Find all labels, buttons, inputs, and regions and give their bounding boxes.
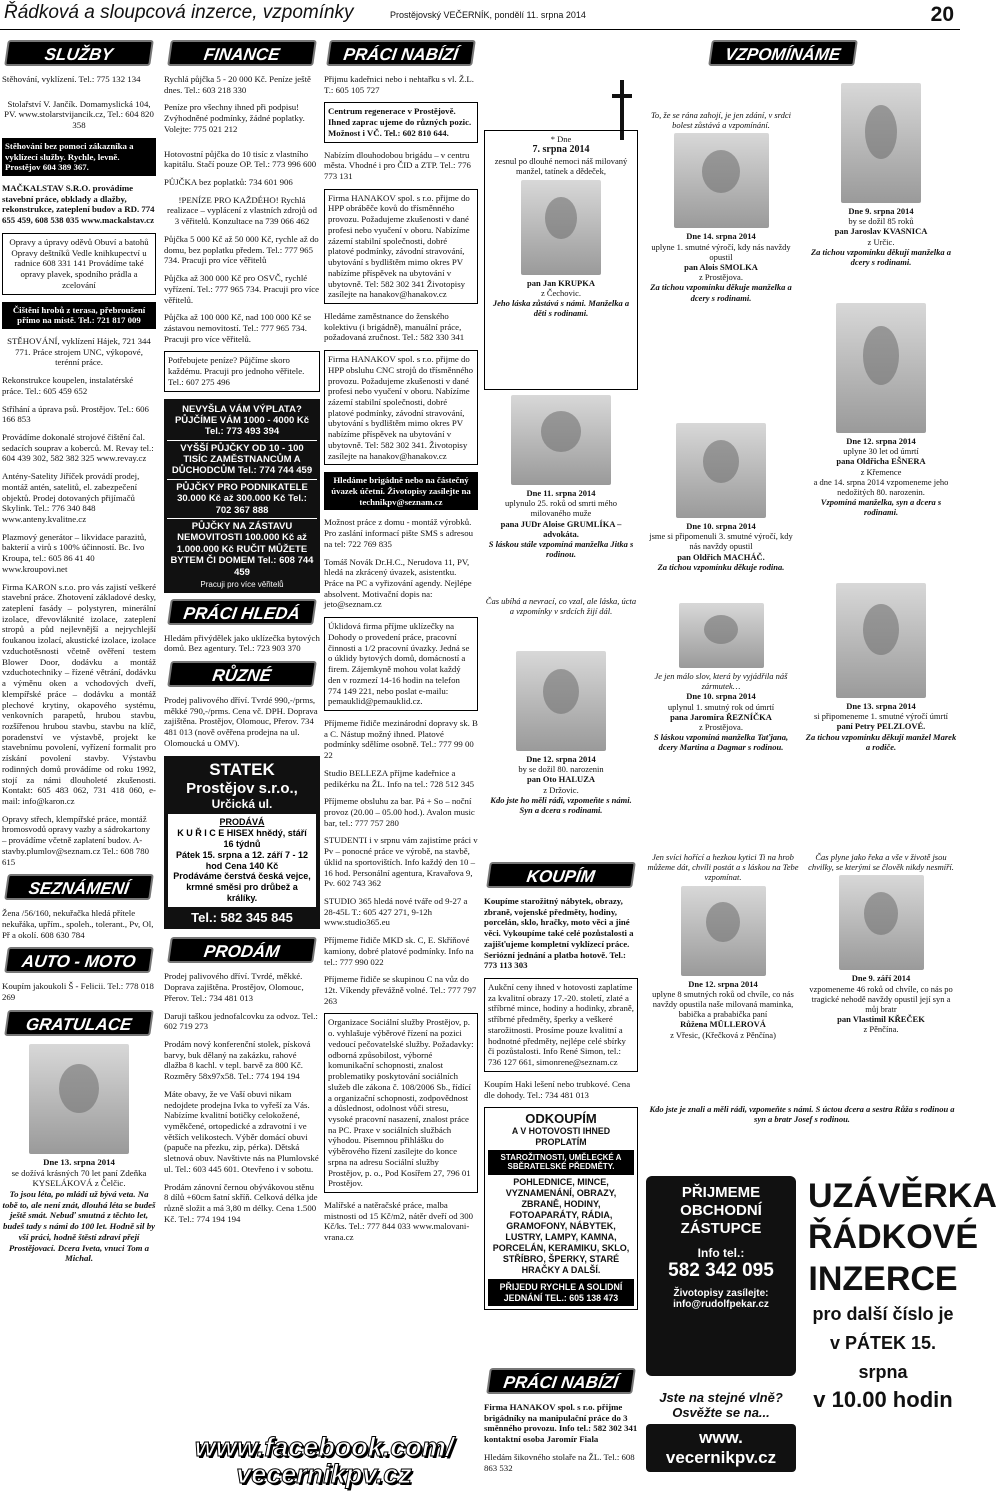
memorial-krupka (484, 130, 638, 390)
odkoupim-list: POHLEDNICE, MINCE, VYZNAMENÁNÍ, OBRAZY, ZBRANĚ, HODINY, FOTOAPARÁTY, RÁDIA, GRAMOFONY, NÁBYTEK, LUSTRY, LAMPY, KAMNA, PORCELÁN, KERAMIKU, SKLO, STŘÍBRO, ŠPERKY, STARÉ HRAČKY A DALŠÍ. (492, 1177, 630, 1275)
classified-ad: Příjmeme řidiče mezinárodní dopravy sk. B a C. Nástup možný ihned. Platové podmínky sdělíme osobně. Tel.: 777 99 00 22 (324, 717, 478, 761)
memorial-date: Dne 12. srpna 2014 (526, 754, 596, 764)
memorial-thanks: Vzpomíná manželka, syn a dcera s rodinami. (820, 497, 942, 518)
greeting-text: se dožívá krásných 70 let paní Zdeňka KYSELÁKOVÁ z Čelčic. (11, 1167, 147, 1189)
column-sluzby (2, 34, 156, 1494)
classified-ad: Opravy střech, klempířské práce, montáž hromosvodů opravy vazby a sádrokartony – provádíme včetně zaplatení budov. A-stavby.plumlov@seznam.cz Tel.: 608 780 615 (2, 813, 151, 867)
section-banner-gratulace: GRATULACE (4, 1010, 154, 1036)
section-banner-prace-nabizi: PRÁCI NABÍZÍ (326, 40, 476, 66)
classified-ad: Centrum regenerace v Prostějově. Ihned zaprac ujeme do různých pozic. Možnost i VČ. Tel.: 602 810 644. (324, 102, 478, 142)
memorial-verse: To, že se rána zahojí, je jen zdání, v srdci bolest zůstává a vzpomínání. (650, 110, 792, 131)
memorial-name: pan Jan KRUPKA (526, 277, 595, 288)
statek-dates: Pátek 15. srpna a 12. září 7 - 12 hod Cena 140 Kč (175, 849, 309, 871)
memorial-date: Dne 12. srpna 2014 (688, 978, 758, 989)
statek-sells: PRODÁVÁ (219, 816, 265, 827)
classified-ad: MAČKALSTAV S.R.O. provádíme stavební práce, obklady a dlažby, rekonstrukce, zateplení budov a RD. 774 655 459, 608 538 035 www.mackalstav.cz (2, 183, 155, 226)
memorial-date: Dne 12. srpna 2014 (846, 436, 916, 446)
classified-ad: Možnost práce z domu - montáž výrobků. Pro zaslání informací pište SMS s adresou na tel: 722 769 835 (324, 517, 474, 549)
memorial-text: si připomeneme 1. smutné výročí úmrtí (813, 711, 949, 722)
memorial-verse: Čas plyne jako řeka a vše v životě jsou chvilky, se kterými se člověk nikdy nesmíří. (808, 852, 954, 873)
classified-ad: Půjčka až 300 000 Kč pro OSVČ, rychlé vyřízení. Tel.: 777 965 734. Pracuji pro více věřitelů. (164, 273, 320, 305)
portrait-photo (841, 83, 921, 203)
classified-ad: Firma HANAKOV spol. s r.o. přijme do HPP obráběče kovů do třísměnného provozu. Požadujeme zkušenosti v dané profesi nebo vyučení v oboru. Nabízíme zázemí stabilní společnosti, dobré platové podmínky, závodní stravování, ubytování s bydlištěm mimo okres PV nabízíme příspěvek na ubytování v ubytovně. Tel: 582 302 341 Životopisy zasílejte na hanakov@hanakov.cz (324, 189, 478, 304)
section-banner-koupim: KOUPÍM (486, 862, 636, 888)
classified-ad: Potřebujete peníze? Půjčíme skoro každému. Pracuji pro jednoho věřitele. Tel.: 607 275 496 (164, 351, 320, 391)
memorial-thanks: Kdo jste je znali a měli rádi, vzpomeňte s námi. S úctou dcera a sestra Růža s rodinou a syn a bratr Josef s rodinou. (649, 1104, 955, 1125)
memorial-grumlik (484, 392, 638, 592)
classified-ad: Stolařství V. Jančík. Domamyslická 104, PV. www.stolarstvijancik.cz, Tel.: 604 820 358 (4, 98, 154, 131)
section-banner-seznameni: SEZNÁMENÍ (4, 874, 154, 900)
classified-ad: Daruji taškou jednofalcovku za odvoz. Tel.: 602 719 273 (164, 1010, 318, 1032)
classified-ad: Firma KARON s.r.o. pro vás zajistí veškeré stavební práce. Zhotovení základové desky, zateplení fasády – polystyren, minerální izolace, dřevovláknité izolace, zateplení stropů a půd nejlevnější a nejrychlejší foukanou izolací, akustické izolace, izolace vzduchotěsnosti včetně ověření testem Blower Door, dodávku a montáž vzduchotechniky – řízené větrání, dodávku a výměnu oken a vchodových dveří, klempířské práce – dodávku a montáž plechové krytiny, okapového systému, venkovních parapetů, hrubou stavbu, rozšířenou hrubou stavbu, stavbu na klíč, poradenství ve výstavbě, projekt ke stavebnímu povolení, vyřízení formalit pro získání povolení stavby. Výstavbu rodinných domů provádíme od roku 1992, stojí za námi dlouholeté zkušenosti. Kontakt: 605 483 062, 731 418 060, e-mail: info@karon.cz (2, 581, 156, 806)
classified-ad: Rekonstrukce koupelen, instalatérské práce. Tel.: 605 459 652 (2, 375, 134, 396)
classified-ad: Antény-Satelity Jiříček provádí prodej, montáž antén, satelitů, el. zabezpečení objektů. Prodej dotovaných přijímačů Skylink. Tel.: 776 340 848 www.anteny.kvalitne.cz (2, 471, 140, 524)
classified-ad: Máte obavy, že ve Vaší obuvi nikam nedojdete prodejna Ivka to vyřeší za Vás. Nabízíme kvalitní botičky celokožené, vyměkčené, ortopedické a zdravotní i ve větších velikostech. Výběr domácí obuvi (papuče na přezku, zip, pérka). Dětská sletnová obuv. Navštivte nás na Plumlovské ul. Tel.: 603 445 601. Otevřeno i v sobotu. (164, 1088, 319, 1174)
odkoupim-ad (484, 1107, 638, 1310)
statek-product: K U Ř I C E HISEX hnědý, stáří 16 týdnů (177, 827, 307, 849)
column-koupim (484, 856, 638, 1364)
deadline-notice (808, 1176, 997, 1488)
classified-ad: Provádíme dokonalé strojové čištění čal. sedacích souprav a koberců. M. Revay tel.: 604 439 302, 582 382 325 www.revay.cz (2, 431, 154, 464)
classified-ad: Čištění hrobů z terasa, přebroušení přímo na místě. Tel.: 721 817 009 (2, 302, 156, 329)
portrait-photo (516, 651, 606, 751)
statek-phone: Tel.: 582 345 845 (191, 910, 293, 926)
loan-ad-2: VYŠŠÍ PŮJČKY OD 10 - 100 TISÍC ZAMĚSTNANCŮM A DŮCHODCŮM Tel.: 774 744 459 (167, 441, 317, 480)
memorial-text: by se dožil 80. narozenin (518, 764, 604, 775)
memorial-thanks: Za tichou vzpomínku děkují manželka a dcery s rodinami. (810, 246, 952, 267)
facebook-url-line2: vecernikpv.cz (236, 1459, 412, 1489)
classified-ad: Prodám zánovní černou obývákovou stěnu 8 dílů +60cm šatní skříň. Celková délka jde různě složit a má 3,80 m délky. Cena 1.500 Kč. Tel.: 774 194 194 (164, 1181, 318, 1224)
statek-street: Určická ul. (211, 796, 273, 811)
section-banner-prace-hleda: PRÁCI HLEDÁ (167, 599, 317, 625)
deadline-time: v 10.00 hodin (813, 1386, 953, 1412)
facebook-link[interactable] (165, 1434, 483, 1490)
classified-ad: Stěhování, vyklízení. Tel.: 775 132 134 (2, 74, 141, 84)
classified-ad: Organizace Sociální služby Prostějov, p. o. vyhlašuje výběrové řízení na pozici vedoucí pečovatelské služby. Požadavky: odborná způsobilost, výborné komunikační schopnosti, znalost problematiky poskytování sociálních služeb dle zákona č. 108/2006 Sb., řídící a organizační schopnosti, zodpovědnost a důslednost, odolnost vůči stresu, vysoké pracovní nasazení, znalost práce na PC. Praxe v sociálních službách výhodou. Písemnou přihlášku do výběrového řízení zasílejte do konce srpna na adresu Sociální služby Prostějov, p. o., Pod Kosířem 27, 796 01 Prostějov. (324, 1013, 478, 1193)
greeting-date: Dne 13. srpna 2014 (43, 1156, 115, 1167)
vecernik-tagline: Jste na stejné vlně? Osvěžte se na... (659, 1390, 783, 1420)
odkoupim-phone: PŘIJEDU RYCHLE A SOLIDNÍ JEDNÁNÍ TEL.: 605 138 473 (488, 1279, 634, 1306)
loan-ad-1: NEVYŠLA VÁM VÝPLATA? PŮJČÍME VÁM 1000 - 4000 Kč Tel.: 773 493 394 (167, 402, 317, 441)
memorial-date: Dne 10. srpna 2014 (686, 521, 756, 531)
classified-ad: Nabízím dlouhodobou brigádu – v centru města. Vhodné i pro ČID a ZTP. Tel.: 776 773 131 (324, 149, 471, 182)
classified-ad: Hledáme zaměstnance do ženského kolektivu (i brigádně), manuální práce, požadovaná zručnost. Tel.: 582 330 341 (324, 310, 465, 343)
classified-ad: Plazmový generátor – likvidace parazitů, bakterií a virů s 100% účinností. Bc. Ivo Kroupa, tel.: 605 86 41 40 www.kroupovi.net (2, 531, 147, 574)
memorial-thanks: Za tichou vzpomínku děkuje manželka a dcery s rodinami. (650, 282, 792, 303)
memorial-town: z Křemence (860, 466, 902, 477)
memorial-text: uplyne 8 smutných roků od chvíle, co nás navždy opustila naše milovaná maminka, babička a prababička paní (652, 988, 794, 1020)
memorial-name: paní Petry PELZLOVÉ. (836, 721, 926, 732)
memorial-smolka (646, 110, 796, 420)
portrait-photo (681, 886, 766, 976)
classified-ad: Žena /56/160, nekuřačka hledá přítele nekuřáka, upřím., spoleh., tolerant., Pv, Ol, Př a okolí. 608 630 784 (2, 908, 154, 940)
memorial-town: z Pěnčína. (863, 1024, 899, 1035)
classified-ad: Přijmu kadeřnici nebo i nehtařku s vl. Ž.L. T.: 605 105 727 (324, 74, 475, 95)
classified-ad: Stříhání a úprava psů. Prostějov. Tel.: 606 166 853 (2, 403, 149, 425)
hiring-ad (646, 1176, 796, 1376)
memorial-town: z Prostějova. (699, 272, 743, 283)
section-banner-vzpominame: VZPOMÍNÁME (708, 40, 858, 66)
page-header (0, 0, 960, 30)
classified-ad: Hledám přivýdělek jako uklízečka bytových domů. Bez agentury. Tel.: 723 903 370 (164, 632, 320, 654)
classified-ad: Opravy a úpravy oděvů Obuví a batohů Opravy deštníků Vedle knihkupectví u radnice 608 331 141 Provádíme také opravy plavek, spodního prádla a zcelování (2, 233, 156, 295)
classified-ad: Prodej palivového dříví. Tvrdé, měkké. Doprava zajištěna. Prostějov, Olomouc, Přerov. Tel.: 734 481 013 (164, 971, 304, 1003)
memorial-mullerova (646, 852, 800, 1098)
memorial-haluza (484, 648, 638, 848)
deadline-title: UZÁVĚRKA (808, 1177, 997, 1215)
portrait-photo (839, 875, 924, 970)
classified-ad: Peníze pro všechny ihned při podpisu! Zvýhodněné podmínky, žádné poplatky. Volejte: 775 021 212 (164, 102, 305, 134)
deadline-line2: ŘÁDKOVÉ (808, 1218, 979, 1257)
memorial-name: Růžena MÜLLEROVÁ (680, 1019, 766, 1030)
memorial-name: pana Oldřicha EŠNERA (836, 456, 926, 467)
classified-ad: PŮJČKA bez poplatků: 734 601 906 (164, 177, 293, 188)
vecernik-url[interactable]: www. vecernikpv.cz (646, 1424, 796, 1472)
deadline-line3: INZERCE (808, 1259, 958, 1298)
memorial-name: pana Jaromíra ŘEZNÍČKA (670, 711, 772, 722)
memorial-thanks: Kdo jste ho měli rádi, vzpomeňte s námi. Syn a dcera s rodinami. (490, 794, 632, 815)
loan-ad-3: PŮJČKY PRO PODNIKATELE 30.000 Kč až 300.000 Kč Tel.: 702 367 888 (167, 480, 317, 519)
memorial-name: pan Oto HALUZA (526, 774, 595, 785)
memorial-pelzlova (804, 580, 958, 820)
hiring-email: Životopisy zasílejte: info@rudolfpekar.cz (673, 1288, 769, 1310)
memorial-text: uplynul 1. smutný rok od úmrtí (667, 701, 775, 712)
memorial-name: pan Jaroslav KVASNICA (834, 226, 928, 237)
classified-ad: STUDIO 365 hledá nové tváře od 9-27 a 28-45L T.: 605 427 271, 9-12h www.studio365.eu (324, 896, 468, 928)
classified-ad: Hledáme brigádně nebo na částečný úvazek účetní. Životopisy zasílejte na technikpv@seznam.cz (324, 472, 478, 510)
portrait-photo (836, 583, 926, 698)
classified-ad: Firma HANAKOV spol. s r.o. přijme do HPP obsluhu CNC strojů do třísměnného provozu. Požadujeme zkušenosti v dané profesi nebo vyučení v oboru. Nabízíme zázemí stabilní společnosti, dobré platové podmínky, závodní stravování, ubytování s bydlištěm mimo okres PV nabízíme příspěvek na ubytování v ubytovně. Tel: 582 302 341. Životopisy zasílejte na hanakov@hanakov.cz (324, 350, 478, 465)
statek-title: STATEK (209, 759, 275, 779)
classified-ad: Hotovostní půjčka do 10 tisíc z vlastního kapitálu. Stačí pouze OP. Tel.: 773 996 600 (164, 148, 317, 170)
portrait-photo (29, 1044, 129, 1154)
memorial-verse: Je jen málo slov, která by vyjádřila náš zármutek… (654, 671, 788, 692)
memorial-town: z Prostějova. (699, 721, 743, 732)
memorial-reznicek (646, 600, 796, 820)
deadline-next: pro další číslo je (812, 1304, 954, 1325)
portrait-photo (511, 395, 611, 485)
memorial-date: Dne 9. září 2014 (851, 973, 911, 984)
memorial-text: by se dožil 85 roků (848, 216, 914, 227)
classified-ad: Úklidová firma příjme uklízečky na Dohody o provedení práce, pracovní činnosti a 1/2 pracovní úvazky. Jedná se o úklidy bytových domů, domácností a firem. Zájemkyně mohou volat každý den v rozmezí 14-16 hodin na telefon 774 149 221, nebo poslat e-mailu: pemauklid@pemauklid.cz. (324, 617, 478, 711)
classified-ad: Firma HANAKOV spol. s r.o. přijme brigádníky na manipulační práce do 3 směnného provozu. Info tel.: 582 302 341 kontaktní osoba Jaromír Fiala (484, 1402, 638, 1445)
loan-ad-note: Pracuji pro více věřitelů (200, 580, 284, 589)
classified-ad: Půjčka 5 000 Kč až 50 000 Kč, rychle až do domu, bez poplatku předem. Tel.: 777 965 734. Pracuji pro více věřitelů (164, 233, 319, 266)
memorial-text: vzpomeneme 46 roků od chvíle, co nás po tragické nehodě navždy opustil její syn a můj bratr (809, 983, 953, 1014)
memorial-line: * Dne (550, 134, 572, 144)
memorial-town: z Určic. (867, 236, 895, 247)
loan-ad-box (164, 399, 320, 593)
section-banner-prodam: PRODÁM (167, 937, 317, 963)
classified-ad: Koupím Haki lešení nebo trubkové. Cena dle dohody. Tel.: 734 481 013 (484, 1078, 631, 1100)
odkoupim-title: ODKOUPÍM (525, 1111, 597, 1127)
classified-ad: Malířské a natěračské práce, malba mistnosti od 15 Kč/m2, nátěr dveří od 300 Kč/ks. Tel.: 777 844 033 www.malovani-vrana.cz (324, 1199, 474, 1243)
memorial-name: pan Oldřich MACHÁČ. (677, 551, 765, 562)
statek-ad (164, 756, 320, 930)
classified-ad: Rychlá půjčka 5 - 20 000 Kč. Peníze ještě dnes. Tel.: 603 218 330 (164, 74, 311, 95)
portrait-photo (521, 180, 601, 275)
memorial-kvasnica (804, 80, 958, 300)
deadline-day: v PÁTEK 15. srpna (829, 1333, 937, 1382)
memorial-text: jsme si připomenuli 3. smutné výročí, kdy nás navždy opustil (649, 531, 793, 552)
memorial-krecek (804, 852, 958, 1098)
classified-ad: Stěhování bez pomoci zákazníka a vyklízecí služby. Rychle, levně. Prostějov 604 389 367. (2, 138, 156, 176)
classified-ad: !PENÍZE PRO KAŽDÉHO! Rychlá realizace – vyplácení z vlastních zdrojů od 3 věřitelů. Konzultace na 739 066 462 (167, 194, 317, 227)
odkoupim-items: STAROŽITNOSTI, UMĚLECKÉ A SBĚRATELSKÉ PŘEDMĚTY. (488, 1150, 634, 1176)
memorial-town: z Čechovic. (540, 287, 582, 298)
facebook-url-line1: www.facebook.com/ (194, 1432, 454, 1462)
memorial-thanks: Za tichou vzpomínku děkuje rodina. (657, 561, 785, 572)
portrait-photo (679, 603, 764, 668)
classified-ad: Koupíme starožitný nábytek, obrazy, zbraně, vojenské předměty, hodiny, porcelán, sklo, hračky, moto věci a jiné věci. Vykoupíme také celé pozůstalosti a zajišťujeme kompletní vyklízecí práce. Seriózní jednání a platba hotově. Tel.: 773 113 303 (484, 896, 634, 971)
page-title: Řádková a sloupcová inzerce, vzpomínky (4, 2, 354, 23)
column-finance (164, 34, 320, 1430)
classified-ad: Příjmeme řidiče MKD sk. C, E. Skříňové kamiony, dobré platové podmínky. Info na tel.: 777 990 022 (324, 935, 474, 967)
classified-ad: Tomáš Novák Dr.H.C., Nerudova 11, PV, hledá na zkrácený úvazek, asistentku. Práce na PC a vyřizování agendy. Nejlépe absolvent. Motivační dopis na: jeto@seznam.cz (324, 556, 472, 610)
memorial-text: a dne 14. srpna 2014 vzpomeneme jeho nedožitých 80. narozenin. (813, 476, 949, 497)
classified-ad: STUDENTI i v srpnu vám zajistíme práci v Pv – ponocné práce ve výrobě, na stavbě, úklid na sportovištích. Info každý den 10 – 16 hod. Personální agentura, Kravařova 9, Pv. 602 743 362 (324, 835, 478, 889)
classified-ad: Koupím jakoukoli Š - Felicii. Tel.: 778 018 269 (2, 981, 154, 1003)
memorial-verse: Jen svíci hořící a hezkou kytici Ti na hrob můžeme dát, chvíli postát a s láskou na Tebe vzpomínat. (647, 852, 799, 883)
hiring-title: PŘIJMEME OBCHODNÍ ZÁSTUPCE (680, 1184, 762, 1237)
memorial-date: Dne 9. srpna 2014 (848, 206, 914, 216)
memorial-date: Dne 13. srpna 2014 (846, 701, 916, 711)
memorial-thanks: Za tichou vzpomínku děkují manžel Marek a rodiče. (805, 731, 957, 752)
statek-other: Prodáváme čerstvá česká vejce, krmné směsi pro drůbež a králíky. (173, 871, 311, 904)
memorial-town: z Držovic. (543, 784, 579, 795)
memorial-date: Dne 11. srpna 2014 (526, 488, 596, 498)
classified-ad: Aukční ceny ihned v hotovosti zaplatíme za kvalitní obrazy 17.-20. století, zlaté a stříbrné mince, hodiny a hodinky, zbraně, stříbrné předměty, šperky a veškeré starožitnosti. Prosíme pouze kvalitní a hodnotné předměty, nejlépe celé sbírky či pozůstalosti. Info René Simon, tel.: 736 127 661, simonrene@seznam.cz (484, 978, 638, 1072)
portrait-photo (674, 133, 769, 228)
classified-ad: Prodám nový konferenční stolek, písková barvy, buk dělaný na zakázku, rahové dlažba 8 kachl. v tepl. barvě za 800 Kč. Rozměry 58x97x58. Tel.: 774 194 194 (164, 1038, 311, 1082)
memorial-date: 7. srpna 2014 (532, 144, 590, 156)
classified-ad: Prodej palivového dříví. Tvrdé 990,-/prms, měkké 790,-/prms. Cena vč. DPH. Doprava zajištěna. Prostějov, Olomouc, Přerov. 734 481 013 (nově ověřena prodejna na ul. Olomoucká u OMV). (164, 695, 318, 748)
odkoupim-sub: A V HOTOVOSTI IHNED PROPLATÍM (511, 1126, 611, 1147)
hiring-phone: 582 342 095 (668, 1260, 774, 1281)
classified-ad: Hledám šikovného stolaře na ŽL. Tel.: 608 863 532 (484, 1451, 635, 1473)
classified-ad: Příjmeme řidiče se skupinou C na vůz do 12t. Víkendy převážně volné. Tel.: 777 797 263 (324, 974, 477, 1006)
greeting-wish: To jsou léta, po mládí už bývá veta. Na tobě to, ale není znát, dlouhá léta se budeš ještě smát. Nebuď smutná z těchto let, budeš tady s námi do 100 let. Hodně sil by vší práci, hodně štěstí zdraví přejí Prostějovací. Dcera Iveta, vnuci Tom a Michal. (2, 1189, 156, 1264)
classified-ad: Příjmeme obsluhu za bar. Pá + So – noční provoz (20.00 – 05.00 hod.). Avalon music bar, tel.: 777 757 280 (324, 796, 475, 828)
memorial-date: Dne 10. srpna 2014 (686, 691, 756, 702)
portrait-photo (836, 303, 926, 433)
memorial-text: uplynulo 25. roků od smrti mého milovaného muže (505, 498, 617, 519)
memorial-name: pan Vlastimil KŘEČEK (837, 1014, 925, 1025)
section-banner-prace-nabizi-2: PRÁCI NABÍZÍ (486, 1368, 636, 1394)
column-prace-nabizi (324, 34, 478, 1490)
memorial-thanks: S láskou stále vzpomíná manželka Jitka s rodinou. (488, 538, 634, 560)
memorial-text: uplyne 1. smutné výročí, kdy nás navždy opustil (651, 241, 791, 262)
memorial-esner (804, 300, 958, 560)
section-banner-ruzne: RŮZNÉ (167, 661, 317, 687)
memorial-name: pana JUDr Aloise GRUMLÍKA – advokáta. (500, 518, 622, 539)
vecernik-ad (646, 1390, 796, 1486)
memorial-text: uplyne 30 let od úmrtí (843, 446, 919, 457)
memorial-date: Dne 14. srpna 2014 (686, 231, 756, 242)
section-banner-sluzby: SLUŽBY (4, 40, 154, 66)
portrait-photo (676, 423, 766, 518)
memorial-thanks: S láskou vzpomíná manželka Taťjana, dcery Martina a Dagmar s rodinou. (653, 732, 789, 753)
statek-name: Prostějov s.r.o., (186, 779, 298, 797)
memorial-machac (646, 420, 796, 590)
column-prace-nabizi-2 (484, 1366, 638, 1492)
memorial-town: z Vřesic, (Křečková z Pěnčína) (670, 1029, 776, 1040)
classified-ad: STĚHOVÁNÍ, vyklízení Hájek, 721 344 771. Práce strojem UNC, výkopové, terénní práce. (7, 335, 151, 368)
memorial-name: pan Alois SMOLKA (684, 261, 758, 272)
memorial-verse: Čas ubíhá a nevrací, co vzal, ale láska, úcta a vzpomínky v srdcích žijí dál. (485, 596, 637, 617)
memorial-verse-box (484, 596, 638, 646)
memorial-joint-thanks (646, 1104, 958, 1154)
loan-ad-4: PŮJČKY NA ZÁSTAVU NEMOVITOSTI 100.000 Kč až 1.000.000 Kč RUČIT MŮŽETE BYTEM ČI DOMEM Tel.: 608 744 459 (170, 521, 314, 578)
classified-ad: Studio BELLEZA příjme kadeřnice a pedikérku na ŽL. Info na tel.: 728 512 345 (324, 767, 474, 789)
memorial-verse: Jeho láska zůstává s námi. Manželka a děti s rodinami. (492, 297, 630, 319)
memorial-text: zesnul po dlouhé nemoci náš milovaný manžel, tatínek a dědeček, (494, 156, 628, 177)
page-number: 20 (930, 3, 954, 26)
hiring-info: Info tel.: (697, 1246, 745, 1260)
issue-meta: Prostějovský VEČERNÍK, pondělí 11. srpna 2014 (390, 10, 586, 20)
section-banner-auto-moto: AUTO - MOTO (4, 947, 154, 973)
classified-ad: Půjčka až 100 000 Kč, nad 100 000 Kč se zástavou nemovitostí. Tel.: 777 965 734. Pracuji pro více věřitelů. (164, 312, 312, 344)
section-banner-finance: FINANCE (167, 40, 317, 66)
